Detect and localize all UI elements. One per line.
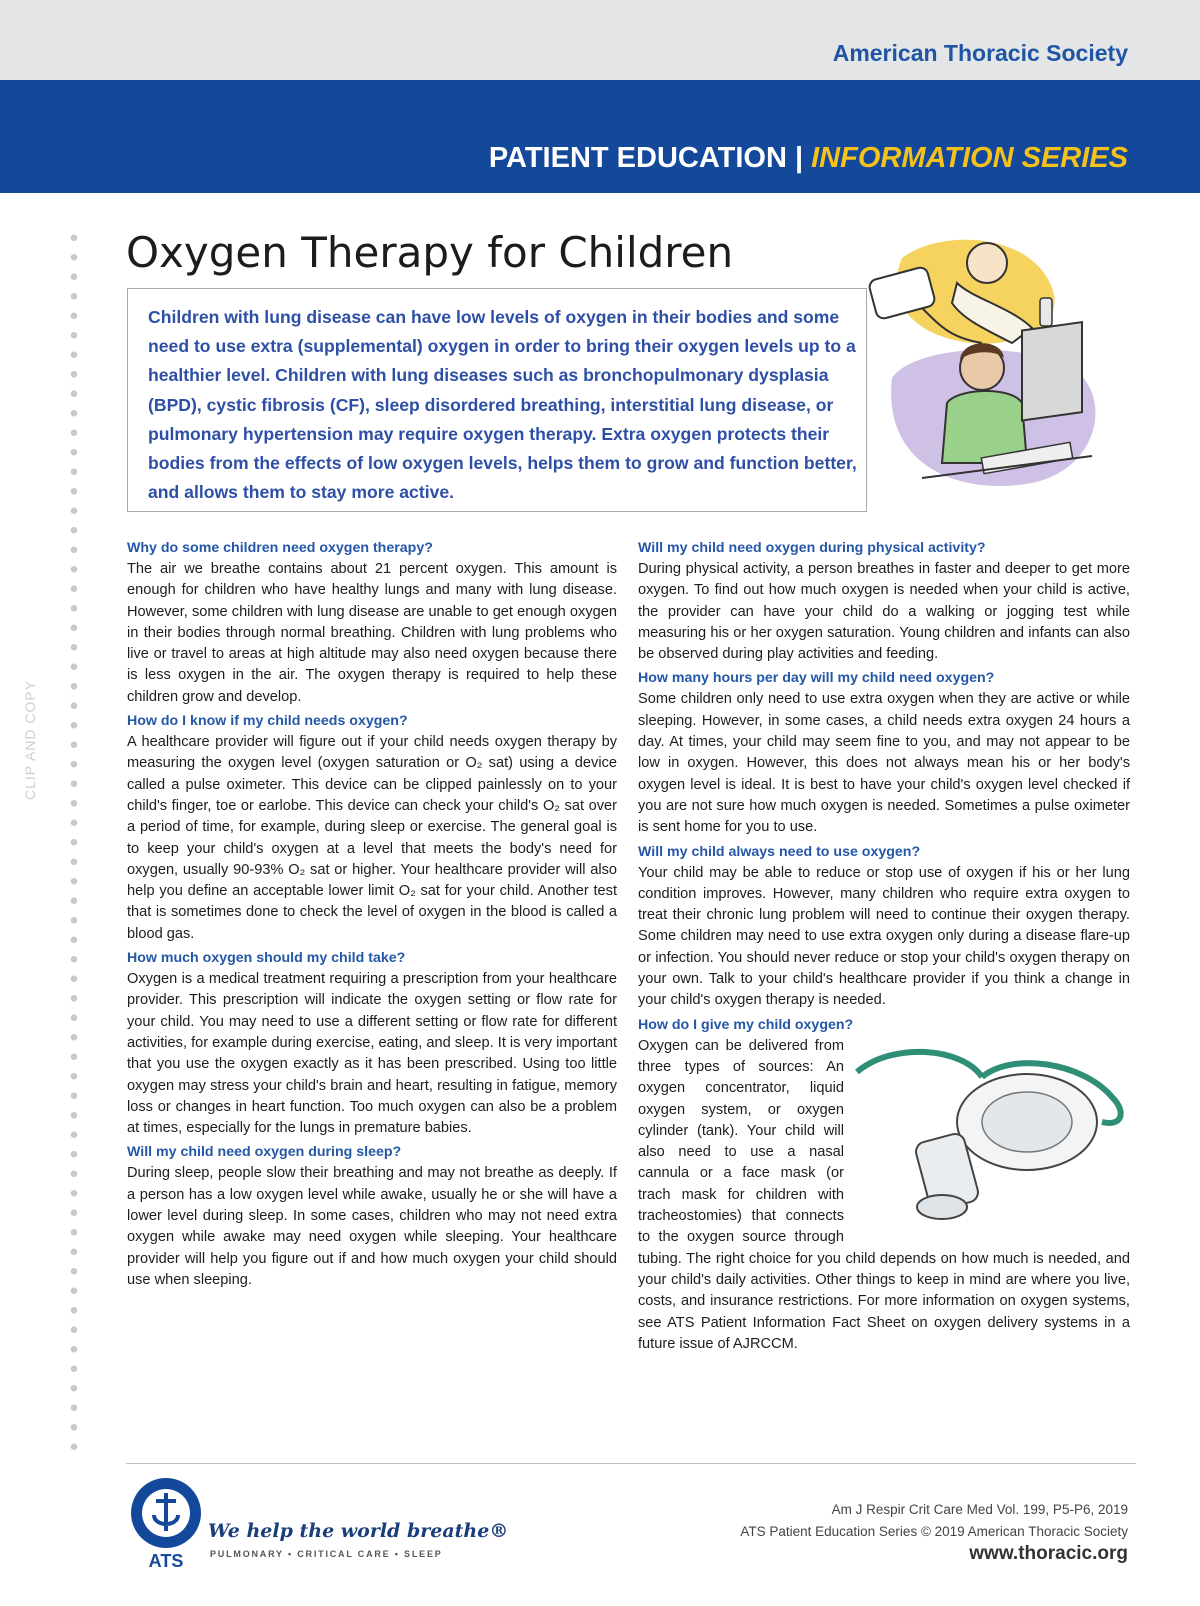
section-body: During sleep, people slow their breathing and may not breathe as deeply. If a person has a low oxygen level while awake, usually he or she will have a lower level during sleep. In some cases, children who may not need extra oxygen while awake may need oxygen while sleeping. Your healthcare provider will help you figure out if and how much oxygen your child should use when sleeping. bbox=[127, 1165, 617, 1288]
banner-title bbox=[489, 142, 1128, 175]
org-name: American Thoracic Society bbox=[832, 40, 1128, 66]
banner-main: PATIENT EDUCATION | bbox=[488, 142, 812, 174]
ats-logo-icon bbox=[126, 1475, 206, 1571]
top-strip bbox=[0, 0, 1200, 80]
banner-series: INFORMATION SERIES bbox=[811, 142, 1128, 174]
footer-divider bbox=[126, 1463, 1136, 1464]
citation-block bbox=[740, 1499, 1128, 1543]
tagline-sub: PULMONARY • CRITICAL CARE • SLEEP bbox=[210, 1549, 443, 1559]
section-heading: How do I know if my child needs oxygen? bbox=[127, 713, 408, 730]
section-heading: Why do some children need oxygen therapy? bbox=[127, 540, 433, 556]
children-oxygen-illustration bbox=[862, 228, 1112, 500]
section-heading: Will my child always need to use oxygen? bbox=[638, 843, 921, 860]
section-body: The air we breathe contains about 21 percent oxygen. This amount is enough for children who have healthy lungs and many with lung disease. However, some children with lung disease are unable to get enough oxygen in their bodies through normal breathing. Children with lung problems who live or travel to areas at high altitude may also need oxygen because there is less oxygen in the air. The oxygen therapy is required to help these children grow and develop. bbox=[127, 561, 617, 705]
website-link[interactable]: www.thoracic.org bbox=[969, 1543, 1128, 1564]
section-body: Some children only need to use extra oxygen when they are active or while sleeping. However, in some cases, a child needs extra oxygen 24 hours a day. At times, your child may seem fine to you, and may not appear to be low in oxygen. However, this does not always mean his or her body's oxygen level is ideal. It is best to have your child's oxygen level checked if you are not sure how much oxygen is needed. Sometimes a pulse oximeter is sent home for you to use. bbox=[638, 691, 1130, 836]
intro-box bbox=[127, 288, 867, 512]
series-copyright: ATS Patient Education Series © 2019 American Thoracic Society bbox=[740, 1524, 1128, 1539]
page-title: Oxygen Therapy for Children bbox=[126, 228, 734, 277]
series-banner bbox=[0, 80, 1200, 193]
citation: Am J Respir Crit Care Med Vol. 199, P5-P6, 2019 bbox=[831, 1502, 1128, 1517]
ats-logo-text: ATS bbox=[148, 1551, 184, 1571]
left-column bbox=[127, 538, 617, 1294]
intro-text: Children with lung disease can have low levels of oxygen in their bodies and some need to use extra (supplemental) oxygen in order to bring their oxygen levels up to a healthier level. Children with lung diseases such as bronchopulmonary dysplasia (BPD), cystic fibrosis (CF), sleep disordered breathing, interstitial lung disease, or pulmonary hypertension may require oxygen therapy. Extra oxygen protects their bodies from the effects of low oxygen levels, helps them to grow and function better, and allows them to stay more active. bbox=[148, 307, 857, 503]
section-body: Oxygen is a medical treatment requiring a prescription from your healthcare provider. This prescription will indicate the oxygen setting or flow rate for your child. You may need to use a different setting or flow rate for different activities, for example during exercise, eating, and sleep. It is very important that you use the oxygen exactly as it has been prescribed. Using too little oxygen may stress your child's brain and heart, resulting in fatigue, memory loss or changes in heart function. Too much oxygen can also be a problem at times, especially for the lungs in premature babies. bbox=[127, 971, 617, 1137]
clip-and-copy-label: CLIP AND COPY bbox=[22, 679, 38, 800]
clip-dotted-line bbox=[70, 228, 78, 1458]
section-body: During physical activity, a person breathes in faster and deeper to get more oxygen. To find out how much oxygen is needed when your child is active, the provider can have your child do a walking or jogging test while measuring his or her oxygen saturation. Young children and infants can also be observed during play activities and feeding. bbox=[638, 561, 1130, 663]
section-body: Your child may be able to reduce or stop use of oxygen if his or her lung condition improves. However, many children who require extra oxygen to treat their chronic lung problem will need to continue their oxygen therapy. Some children may need to use extra oxygen only during a disease flare-up or infection. You should never reduce or stop your child's oxygen therapy on your own. Talk to your child's healthcare provider if you think a change in your child's oxygen therapy is needed. bbox=[638, 864, 1130, 1009]
section-heading: Will my child need oxygen during sleep? bbox=[127, 1144, 402, 1161]
section-body: A healthcare provider will figure out if your child needs oxygen therapy by measuring the oxygen level (oxygen saturation or O₂ sat) using a device called a pulse oximeter. This device can be clipped painlessly on to your child's finger, toe or earlobe. This device can check your child's O₂ sat over a period of time, for example, during sleep or exercise. The general goal is to keep your child's oxygen at a level that meets the body's need for oxygen, usually 90-93% O₂ sat or higher. Your healthcare provider will also help you define an acceptable lower limit O₂ sat for your child. Another test that is sometimes done to check the level of oxygen in the blood is called a blood gas. bbox=[127, 734, 617, 942]
oxygen-mask-icon bbox=[852, 1042, 1130, 1232]
section-heading: How do I give my child oxygen? bbox=[638, 1016, 854, 1033]
right-column bbox=[638, 538, 1130, 1358]
section-heading: How many hours per day will my child need oxygen? bbox=[638, 670, 995, 687]
section-heading: How much oxygen should my child take? bbox=[127, 950, 406, 967]
section-body: Oxygen can be delivered from three types of sources: An oxygen concentrator, liquid oxygen system, or oxygen cylinder (tank). Your child will also need to use a nasal cannula or a face mask (or trach mask for children with tracheostomies) that connects to the oxygen source through tubing. The right choice for you child depends on how much is needed, and your child's daily activities. Other things to keep in mind are where you live, costs, and insurance restrictions. For more information on oxygen systems, see ATS Patient Information Fact Sheet on oxygen delivery systems in a future issue of AJRCCM. bbox=[638, 1037, 1130, 1352]
section-heading: Will my child need oxygen during physical activity? bbox=[638, 540, 986, 556]
mask-text-wrap bbox=[638, 1036, 1130, 1355]
tagline: We help the world breathe® bbox=[208, 1520, 509, 1542]
